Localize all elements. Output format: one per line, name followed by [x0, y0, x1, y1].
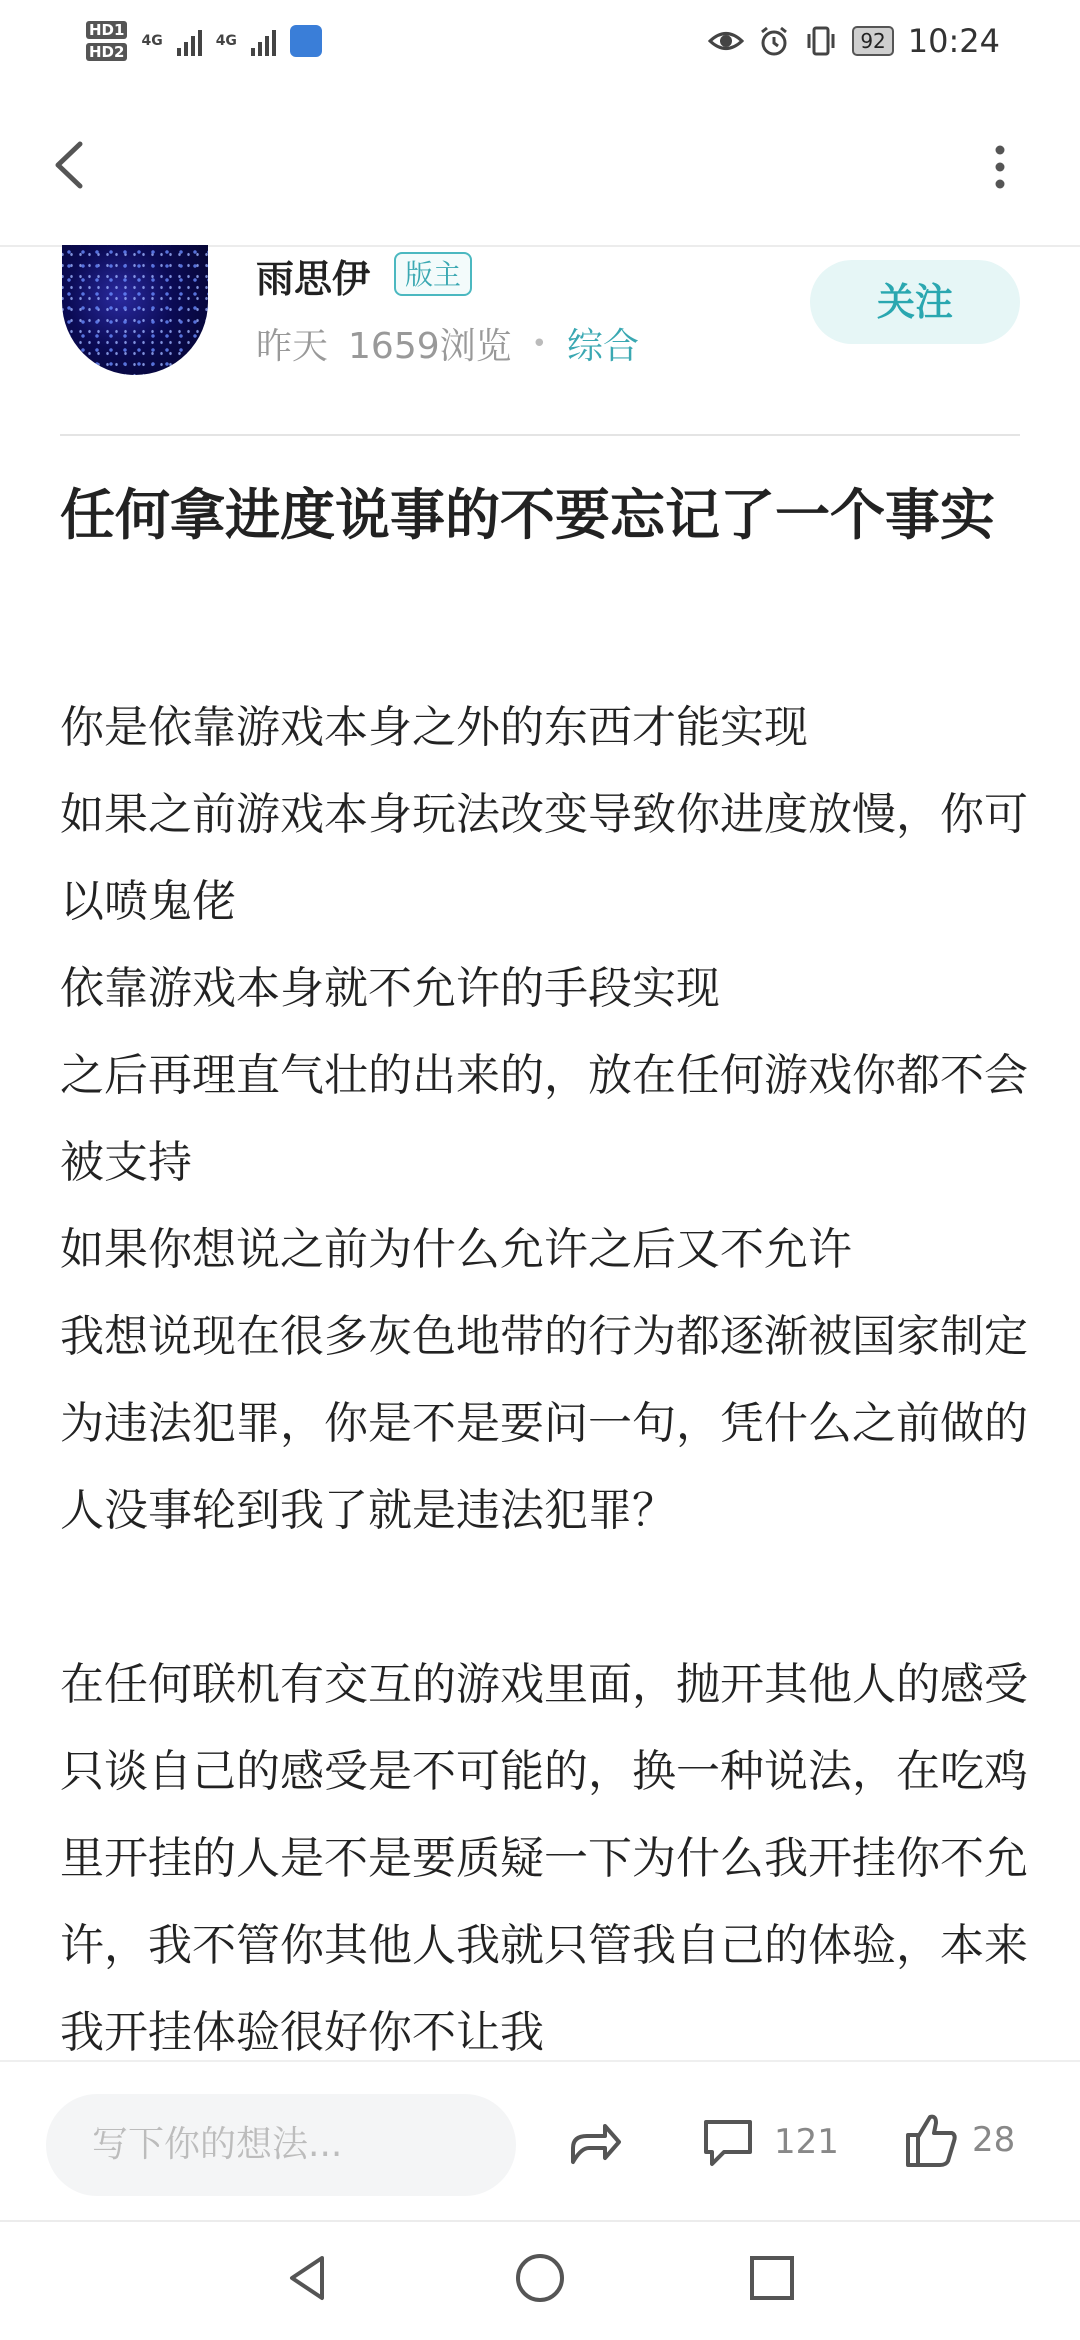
comment-icon [700, 2114, 756, 2170]
post-date: 昨天 [256, 326, 329, 367]
like-count: 28 [972, 2120, 1016, 2160]
author-avatar[interactable] [62, 245, 208, 375]
meta-separator: • [531, 328, 547, 359]
body-line: 如果之前游戏本身玩法改变导致你进度放慢，你可以喷鬼佬 [60, 789, 1028, 927]
eye-icon [708, 26, 744, 56]
follow-button[interactable]: 关注 [810, 260, 1020, 344]
system-recent-apps-icon[interactable] [744, 2250, 800, 2306]
moderator-badge: 版主 [394, 252, 472, 296]
body-line: 之后再理直气壮的出来的，放在任何游戏你都不会被支持 [60, 1050, 1028, 1188]
status-left [86, 21, 322, 61]
vibrate-icon [804, 25, 838, 57]
body-line: 依靠游戏本身就不允许的手段实现 [60, 963, 720, 1014]
battery-indicator: 92 [852, 26, 893, 56]
body-line: 我想说现在很多灰色地带的行为都逐渐被国家制定为违法犯罪，你是不是要问一句，凭什么之前做的人没事轮到我了就是违法犯罪？ [60, 1311, 1028, 1536]
app-notification-icon [290, 25, 322, 57]
post-meta [256, 318, 639, 369]
divider [60, 434, 1020, 436]
body-blank-line [60, 1554, 1035, 1641]
status-bar [0, 0, 1080, 82]
hd2-label: HD2 [86, 43, 127, 61]
status-right [708, 22, 1000, 60]
clock: 10:24 [907, 22, 1000, 60]
hd1-label: HD1 [86, 21, 127, 39]
system-nav-bar [0, 2220, 1080, 2340]
comment-count: 121 [774, 2122, 839, 2162]
body-line: 在任何联机有交互的游戏里面，抛开其他人的感受只谈自己的感受是不可能的，换一种说法，在吃鸡里开挂的人是不是要质疑一下为什么我开挂你不允许，我不管你其他人我就只管我自己的体验，本来我开挂体验很好你不让我 [60, 1659, 1028, 2058]
network-type-2: 4G [215, 33, 237, 49]
body-line: 你是依靠游戏本身之外的东西才能实现 [60, 702, 808, 753]
bottom-action-bar [0, 2060, 1080, 2220]
back-arrow-icon[interactable] [40, 130, 100, 200]
comment-input[interactable]: 写下你的想法... [46, 2094, 516, 2196]
signal-icon-2 [251, 26, 276, 56]
category-link[interactable]: 综合 [566, 326, 639, 367]
view-count: 1659浏览 [348, 326, 512, 367]
thumbs-up-icon [904, 2111, 958, 2169]
body-line: 如果你想说之前为什么允许之后又不允许 [60, 1224, 852, 1275]
system-back-icon[interactable] [280, 2250, 336, 2306]
more-options-icon[interactable] [980, 132, 1020, 202]
signal-icon [177, 26, 202, 56]
comments-button[interactable] [700, 2110, 839, 2174]
hd-indicator [86, 21, 127, 61]
alarm-icon [758, 25, 790, 57]
share-icon[interactable] [565, 2112, 625, 2172]
post-body [60, 684, 1035, 2076]
top-nav-bar [0, 82, 1080, 247]
post-title: 任何拿进度说事的不要忘记了一个事实 [60, 483, 996, 547]
system-home-icon[interactable] [512, 2250, 568, 2306]
network-type-1: 4G [141, 33, 163, 49]
like-button[interactable] [904, 2108, 1015, 2172]
author-name[interactable]: 雨思伊 [256, 257, 371, 301]
